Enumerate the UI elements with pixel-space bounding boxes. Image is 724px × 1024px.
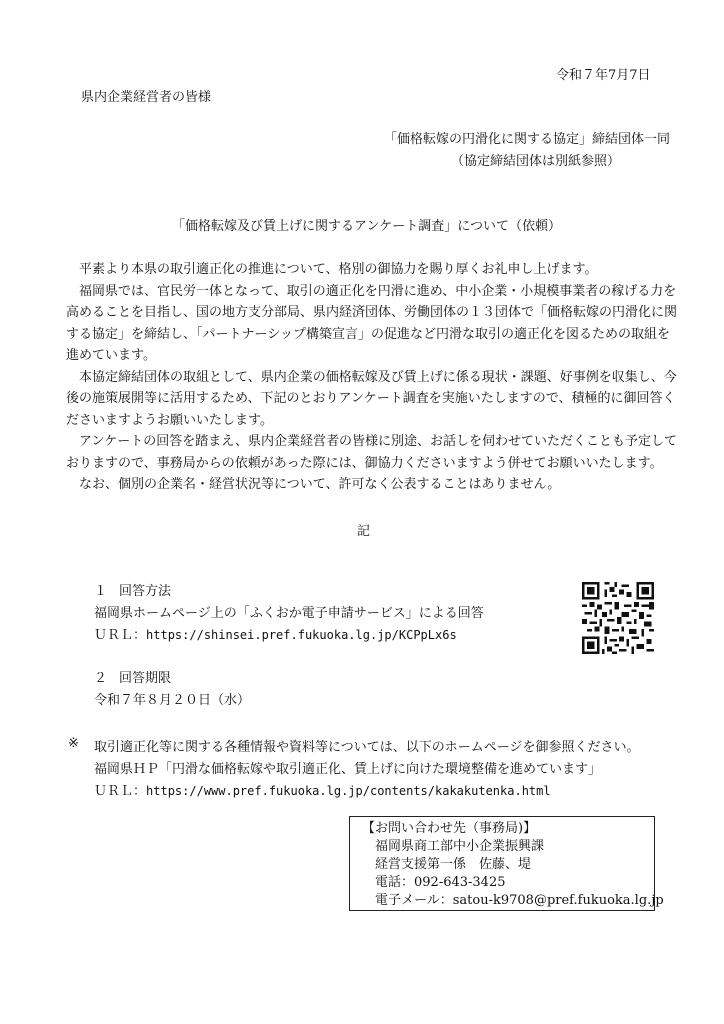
survey-url-link[interactable]: https://shinsei.pref.fukuoka.lg.jp/KCPpLx6s	[146, 628, 457, 642]
contact-phone: 電話：092-643-3425	[375, 875, 506, 890]
paragraph-1: 平素より本県の取引適正化の推進について、格別の御協力を賜り厚くお礼申し上げます。	[79, 262, 598, 277]
paragraph-2-line-2: 高めることを目指し、国の地方支分部局、県内経済団体、労働団体の１３団体で「価格転嫁の円滑化に関	[66, 305, 678, 320]
document-title: 「価格転嫁及び賃上げに関するアンケート調査」について（依頼）	[172, 219, 561, 234]
qr-code-icon	[582, 582, 654, 654]
paragraph-2-line-1: 福岡県では、官民労一体となって、取引の適正化を円滑に進め、中小企業・小規模事業者の稼げる力を	[79, 283, 677, 299]
contact-email[interactable]: 電子メール：satou-k9708@pref.fukuoka.lg.jp	[375, 893, 664, 908]
item-1-title: 回答方法	[119, 584, 172, 599]
paragraph-4-line-1: アンケートの回答を踏まえ、県内企業経営者の皆様に別途、お話しを伺わせていただくことも予定して	[79, 434, 678, 449]
paragraph-3-line-2: 後の施策展開等に活用するため、下記のとおりアンケート調査を実施いたしますので、積極的に御回答く	[66, 391, 676, 406]
note-text: 取引適正化等に関する各種情報や資料等については、以下のホームページを御参照ください。	[94, 740, 640, 755]
contact-section: 経営支援第一係 佐藤、堤	[375, 857, 532, 872]
paragraph-2-line-4: 進めています。	[66, 348, 156, 363]
item-2-title: 回答期限	[119, 671, 172, 686]
contact-department: 福岡県商工部中小企業振興課	[375, 839, 545, 854]
addressee: 県内企業経営者の皆様	[81, 90, 212, 105]
paragraph-5: なお、個別の企業名・経営状況等について、許可なく公表することはありません。	[79, 477, 561, 492]
sender: 「価格転嫁の円滑化に関する協定」締結団体一同	[384, 132, 671, 147]
document-date: 令和７年7月7日	[556, 68, 651, 83]
item-1-url-row	[94, 624, 457, 643]
contact-heading: 【お問い合わせ先（事務局)】	[362, 821, 537, 836]
info-url-link[interactable]: https://www.pref.fukuoka.lg.jp/contents/kakakutenka.html	[146, 784, 551, 798]
url-label: ＵＲＬ：	[94, 784, 147, 799]
contact-box	[349, 816, 664, 911]
note-mark: ※	[68, 736, 79, 751]
ki-heading: 記	[357, 524, 371, 539]
paragraph-3-line-3: ださいますようお願いいたします。	[66, 412, 273, 428]
sender-note: （協定締結団体は別紙参照）	[451, 154, 621, 169]
item-2-number: ２	[94, 671, 108, 686]
paragraph-2-line-3: する協定」を締結し、「パートナーシップ構築宣言」の促進など円滑な取引の適正化を図るための取組を	[66, 326, 670, 342]
body-text	[66, 259, 678, 496]
note-url-row	[94, 780, 551, 799]
url-label: ＵＲＬ：	[94, 628, 147, 643]
item-1-number: １	[94, 584, 108, 599]
item-1-description: 福岡県ホームページ上の「ふくおか電子申請サービス」による回答	[94, 606, 484, 621]
paragraph-4-line-2: おりますので、事務局からの依頼があった際には、御協力くださいますよう併せてお願いいたします。	[66, 455, 663, 471]
note-site-title: 福岡県ＨＰ「円滑な価格転嫁や取引適正化、賃上げに向けた環境整備を進めています」	[94, 762, 602, 777]
item-2-deadline: 令和７年８月２０日（水）	[94, 693, 251, 708]
paragraph-3-line-1: 本協定締結団体の取組として、県内企業の価格転嫁及び賃上げに係る現状・課題、好事例を収集し、今	[79, 369, 677, 385]
